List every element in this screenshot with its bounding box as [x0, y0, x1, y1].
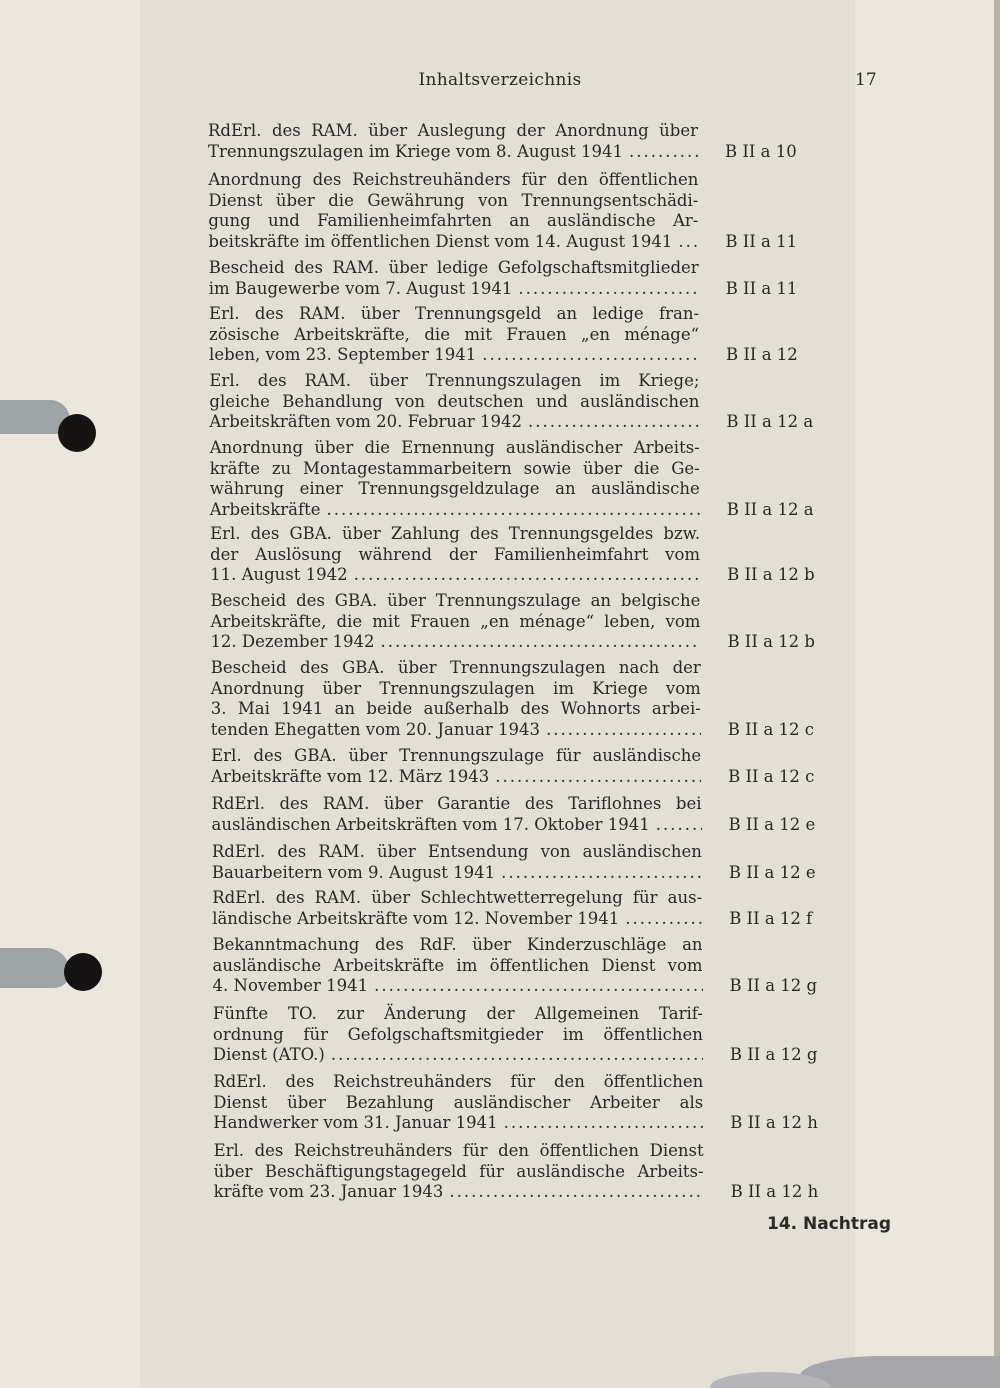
- toc-entry-title-end: 11. August 1942: [210, 565, 348, 584]
- toc-entry-text: [212, 888, 702, 929]
- toc-entry-ref: B II a 12 h: [730, 1113, 818, 1132]
- leader-dots: [629, 142, 698, 163]
- toc-entry-line: RdErl. des Reichstreuhänders für den öffentlichen: [213, 1072, 704, 1091]
- toc-entry-title-end: 12. Dezember 1942: [210, 632, 375, 651]
- toc-entry-ref: B II a 10: [725, 141, 797, 161]
- toc-entry-last-line: [212, 863, 702, 884]
- toc-entry-text: [210, 438, 700, 520]
- toc-entry-title-end: ländische Arbeitskräfte vom 12. November 1941: [212, 908, 620, 928]
- toc-entry-ref: B II a 12: [726, 345, 798, 364]
- tape-patch: [0, 948, 70, 988]
- toc-entry: [208, 121, 836, 162]
- toc-entry-ref: B II a 12 b: [727, 632, 815, 651]
- toc-entry-line: gung und Familienheimfahrten an ausländische Ar-: [208, 211, 699, 230]
- toc-entry-line: ordnung für Gefolgschaftsmitgieder im öffentlichen: [212, 1024, 703, 1044]
- toc-entry: [214, 1141, 842, 1203]
- leader-dots: [528, 412, 699, 433]
- page-edge: [994, 0, 1000, 1388]
- tape-patch: [800, 1356, 1000, 1388]
- toc-entry-ref: B II a 12 c: [727, 719, 815, 739]
- toc-entry-line: zösische Arbeitskräfte, die mit Frauen „en ménage“: [209, 324, 700, 344]
- toc-entry-line: Erl. des GBA. über Trennungszulage für ausländische: [211, 746, 702, 765]
- toc-entry-title-end: Bauarbeitern vom 9. August 1941: [211, 862, 496, 882]
- toc-entry-last-line: [210, 500, 700, 521]
- toc-entry-line: RdErl. des RAM. über Garantie des Tariflohnes bei: [211, 794, 702, 813]
- leader-dots: [678, 232, 698, 253]
- toc-entry-line: kräfte zu Montagestammarbeitern sowie über die Ge-: [209, 458, 700, 478]
- toc-entry-text: [213, 1004, 703, 1066]
- toc-entry-title-end: tenden Ehegatten vom 20. Januar 1943: [210, 719, 541, 739]
- leader-dots: [331, 1045, 703, 1066]
- page-title: Inhaltsverzeichnis: [418, 70, 582, 90]
- toc-entry-last-line: [213, 1045, 703, 1066]
- toc-entry-last-line: [213, 976, 703, 997]
- toc-entry: [210, 438, 838, 520]
- toc-entry-text: [211, 658, 701, 740]
- toc-entry-last-line: [211, 767, 701, 788]
- leader-dots: [449, 1182, 703, 1203]
- toc-entry: [212, 888, 840, 929]
- toc-entry-ref: B II a 12 e: [728, 814, 816, 834]
- toc-entry-ref: B II a 12 c: [728, 766, 815, 786]
- toc-entry-title-end: ausländischen Arbeitskräften vom 17. Oktober 1941: [211, 814, 650, 834]
- toc-entry-line: währung einer Trennungsgeldzulage an ausländische: [209, 479, 700, 498]
- toc-entry-ref: B II a 11: [725, 278, 798, 298]
- toc-entry-text: [212, 842, 702, 883]
- toc-entry-text: [212, 794, 702, 835]
- toc-entry: [212, 842, 840, 883]
- toc-entry-line: RdErl. des RAM. über Auslegung der Anordnung über: [208, 121, 698, 140]
- toc-entry-line: Bescheid des GBA. über Trennungszulage an belgische: [210, 591, 701, 610]
- toc-entry-line: Bescheid des RAM. über ledige Gefolgschaftsmitglieder: [208, 258, 699, 277]
- leader-dots: [546, 720, 701, 741]
- toc-entry: [211, 658, 839, 740]
- leader-dots: [504, 1113, 704, 1134]
- toc-entry-line: Anordnung über die Ernennung ausländischer Arbeits-: [209, 438, 700, 457]
- supplement-label: 14. Nachtrag: [767, 1214, 892, 1234]
- toc-entry: [213, 1072, 841, 1134]
- toc-entry-ref: B II a 12 g: [729, 1045, 818, 1064]
- toc-entry-title-end: Arbeitskräfte vom 12. März 1943: [211, 766, 490, 786]
- toc-entry-ref: B II a 12 h: [730, 1182, 819, 1201]
- toc-entry: [209, 258, 837, 299]
- toc-entry-line: Anordnung des Reichstreuhänders für den öffentlichen: [208, 170, 699, 189]
- toc-entry-title-end: im Baugewerbe vom 7. August 1941: [208, 278, 513, 298]
- toc-entry-ref: B II a 11: [725, 231, 798, 251]
- toc-entry-last-line: [210, 632, 700, 653]
- toc-entry-title-end: Dienst (ATO.): [212, 1045, 325, 1064]
- toc-entry-last-line: [208, 142, 698, 163]
- toc-entry: [210, 591, 838, 653]
- toc-entry-text: [208, 121, 698, 162]
- leader-dots: [380, 632, 700, 653]
- toc-entry: [209, 371, 837, 433]
- toc-entry-line: Fünfte TO. zur Änderung der Allgemeinen Tarif-: [212, 1004, 703, 1023]
- toc-entry-line: gleiche Behandlung von deutschen und ausländischen: [209, 391, 700, 411]
- toc-entry-text: [213, 1072, 703, 1134]
- toc-entry: [212, 794, 840, 835]
- toc-entry-title-end: leben, vom 23. September 1941: [209, 345, 477, 364]
- toc-entry-text: [211, 746, 701, 787]
- toc-entry-title-end: 4. November 1941: [212, 976, 369, 995]
- punch-hole: [58, 414, 96, 452]
- leader-dots: [501, 863, 702, 884]
- toc-entry-text: [209, 304, 699, 366]
- toc-entry: [213, 1004, 841, 1066]
- toc-entry-title-end: Arbeitskräfte: [209, 499, 321, 519]
- toc-entry: [210, 524, 838, 586]
- toc-entry-line: über Beschäftigungstagegeld für ausländische Arbeits-: [213, 1161, 704, 1181]
- toc-entry-last-line: [210, 565, 700, 586]
- toc-entry-last-line: [208, 232, 698, 253]
- toc-entry-line: Bescheid des GBA. über Trennungszulagen nach der: [210, 658, 701, 677]
- toc-entry-ref: B II a 12 f: [729, 908, 813, 928]
- toc-entry: [208, 170, 836, 252]
- toc-entry-last-line: [212, 909, 702, 930]
- toc-entry: [209, 304, 837, 366]
- toc-entry-line: Dienst über die Gewährung von Trennungsentschädi-: [208, 190, 699, 210]
- toc-entry-line: Bekanntmachung des RdF. über Kinderzuschläge an: [212, 935, 703, 954]
- toc-entry-title-end: Trennungszulagen im Kriege vom 8. August 1941: [208, 141, 624, 161]
- toc-entry-line: ausländische Arbeitskräfte im öffentlichen Dienst vom: [212, 955, 703, 975]
- toc-entry-line: Erl. des Reichstreuhänders für den öffentlichen Dienst: [213, 1141, 704, 1160]
- leader-dots: [482, 345, 699, 366]
- toc-entry-ref: B II a 12 e: [728, 862, 816, 882]
- toc-entry-line: RdErl. des RAM. über Schlechtwetterregelung für aus-: [212, 888, 703, 907]
- toc-entry-title-end: Handwerker vom 31. Januar 1941: [213, 1113, 498, 1132]
- toc-entry-line: Arbeitskräfte, die mit Frauen „en ménage“ leben, vom: [210, 611, 701, 631]
- toc-entry-last-line: [209, 279, 699, 300]
- page-number: 17: [855, 70, 877, 90]
- leader-dots: [374, 976, 702, 997]
- toc-entry-last-line: [214, 1182, 704, 1203]
- toc-entry-text: [208, 170, 698, 252]
- punch-hole: [64, 953, 102, 991]
- toc-entry-last-line: [213, 1113, 703, 1134]
- toc-entry-line: Erl. des RAM. über Trennungsgeld an ledige fran-: [209, 304, 700, 323]
- leader-dots: [326, 500, 699, 521]
- leader-dots: [354, 565, 700, 586]
- leader-dots: [518, 279, 698, 300]
- toc-entry-text: [209, 371, 699, 433]
- toc-entry-line: 3. Mai 1941 an beide außerhalb des Wohnorts arbei-: [210, 699, 701, 718]
- toc-entry-line: der Auslösung während der Familienheimfahrt vom: [210, 544, 701, 564]
- toc-entry-line: Erl. des RAM. über Trennungszulagen im Kriege;: [209, 371, 700, 390]
- leader-dots: [625, 909, 702, 930]
- toc-entry-ref: B II a 12 a: [726, 412, 814, 431]
- toc-entry-last-line: [211, 720, 701, 741]
- toc-entry-last-line: [212, 815, 702, 836]
- leader-dots: [656, 815, 702, 836]
- toc-entry-last-line: [209, 345, 699, 366]
- toc-entry-line: Anordnung über Trennungszulagen im Kriege vom: [210, 678, 701, 698]
- toc-entry-ref: B II a 12 g: [729, 976, 818, 995]
- toc-entry-line: RdErl. des RAM. über Entsendung von ausländischen: [211, 842, 702, 861]
- toc-entry-line: Dienst über Bezahlung ausländischer Arbeiter als: [213, 1092, 704, 1112]
- toc-entry-ref: B II a 12 b: [727, 565, 815, 584]
- toc-entry: [211, 746, 839, 787]
- toc-entry-text: [210, 591, 700, 653]
- toc-entry-line: Erl. des GBA. über Zahlung des Trennungsgeldes bzw.: [210, 524, 701, 543]
- toc-entry-last-line: [209, 412, 699, 433]
- toc-entry-title-end: beitskräfte im öffentlichen Dienst vom 14. August 1941: [208, 231, 673, 251]
- toc-entry-text: [209, 258, 699, 299]
- toc-entry-text: [213, 935, 703, 997]
- toc-entry-title-end: kräfte vom 23. Januar 1943: [213, 1182, 444, 1201]
- leader-dots: [495, 767, 701, 788]
- toc-entry: [213, 935, 841, 997]
- toc-entry-text: [214, 1141, 704, 1203]
- toc-entry-text: [210, 524, 700, 586]
- toc-entry-title-end: Arbeitskräften vom 20. Februar 1942: [209, 412, 522, 431]
- toc-entry-ref: B II a 12 a: [726, 499, 814, 519]
